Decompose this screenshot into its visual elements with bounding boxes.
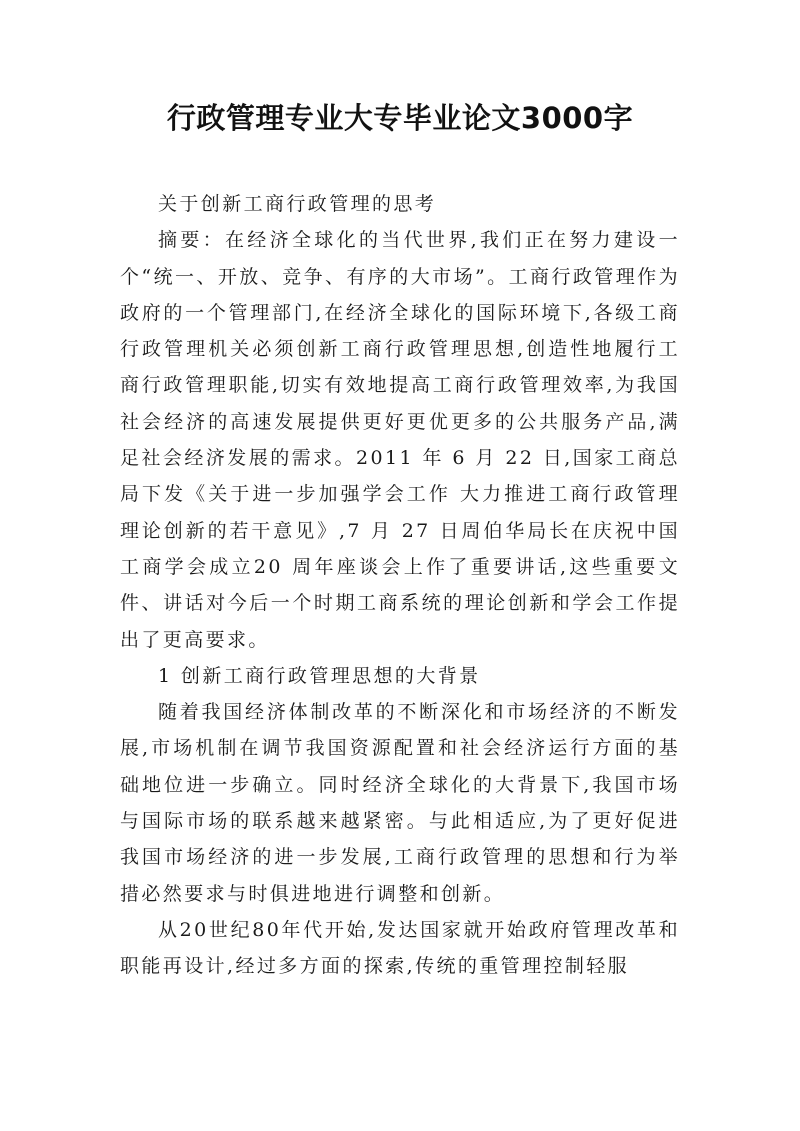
- section-heading-background: 1 创新工商行政管理思想的大背景: [158, 664, 481, 687]
- document-title: 行政管理专业大专毕业论文3000字: [166, 101, 634, 135]
- body-paragraph: 随着我国经济体制改革的不断深化和市场经济的不断发展,市场机制在调节我国资源配置和社会经济运行方面的基础地位进一步确立。同时经济全球化的大背景下,我国市场与国际市场的联系越来越紧密。与此相适应,为了更好促进我国市场经济的进一步发展,工商行政管理的思想和行为举措必然要求与时俱进地进行调整和创新。: [120, 701, 680, 905]
- document-body: [120, 186, 680, 985]
- body-paragraph: 从20世纪80年代开始,发达国家就开始政府管理改革和职能再设计,经过多方面的探索,传统的重管理控制轻服: [120, 918, 680, 978]
- abstract-paragraph: 摘要：在经济全球化的当代世界,我们正在努力建设一个“统一、开放、竞争、有序的大市场”。工商行政管理作为政府的一个管理部门,在经济全球化的国际环境下,各级工商行政管理机关必须创新工商行政管理思想,创造性地履行工商行政管理职能,切实有效地提高工商行政管理效率,为我国社会经济的高速发展提供更好更优更多的公共服务产品,满足社会经济发展的需求。2011 年 6 月 22 日,国家工商总局下发《关于进一步加强学会工作 大力推进工商行政管理理论创新的若干意见》,7 月 27 日周伯华局长在庆祝中国工商学会成立20 周年座谈会上作了重要讲话,这些重要文件、讲话对今后一个时期工商系统的理论创新和学会工作提出了更高要求。: [120, 229, 680, 651]
- section-heading-thoughts: 关于创新工商行政管理的思考: [158, 193, 437, 215]
